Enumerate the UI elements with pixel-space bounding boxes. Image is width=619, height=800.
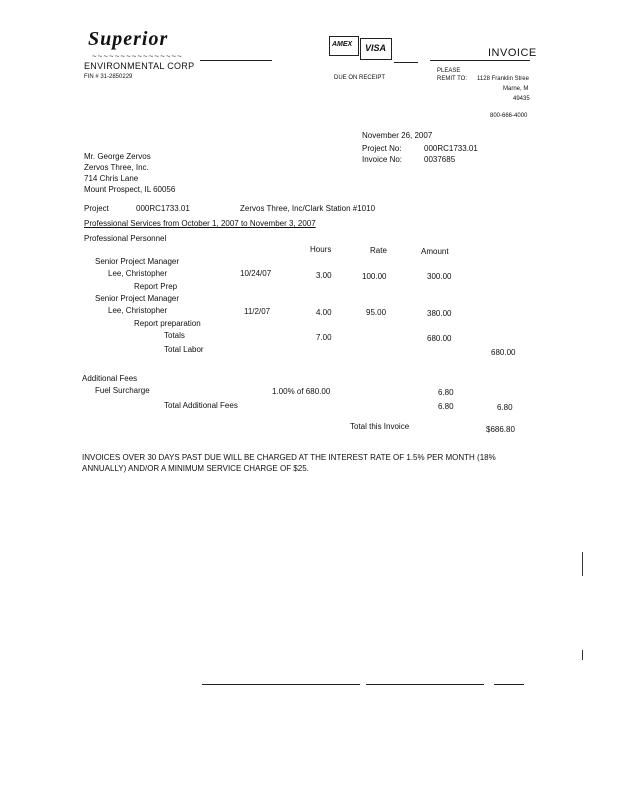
entry-2-rate: 95.00 <box>366 308 387 317</box>
invoice-date: November 26, 2007 <box>362 131 433 140</box>
total-labor-label: Total Labor <box>164 345 204 354</box>
entry-1-title: Senior Project Manager <box>95 257 180 266</box>
remit-address-street: 1128 Franklin Stree <box>477 76 529 82</box>
remit-address-zip: 49435 <box>513 96 530 102</box>
remit-address-city: Marne, M <box>503 86 529 92</box>
late-payment-notice: INVOICES OVER 30 DAYS PAST DUE WILL BE CHARGED AT THE INTEREST RATE OF 1.5% PER MONTH (18% ANNUALLY) AND/OR A MINIMUM SERVICE CHARGE OF $25. <box>82 453 496 473</box>
totals-hours: 7.00 <box>316 333 332 342</box>
invoice-title: INVOICE <box>488 47 537 59</box>
totals-amount: 680.00 <box>427 334 452 343</box>
entry-2-hours: 4.00 <box>316 308 332 317</box>
entry-1-hours: 3.00 <box>316 271 332 280</box>
invoice-no-value: 0037685 <box>424 155 456 164</box>
invoice-total-label: Total this Invoice <box>350 422 410 431</box>
remit-phone: 800-666-4000 <box>490 113 528 119</box>
col-amount-header: Amount <box>421 247 449 256</box>
header-rule-left <box>200 60 272 61</box>
company-logo: Superior <box>88 28 169 50</box>
bill-to-city: Mount Prospect, IL 60056 <box>84 185 176 194</box>
total-fees-value: 6.80 <box>497 403 513 412</box>
scan-mark-2 <box>582 650 583 660</box>
total-fees-amount: 6.80 <box>438 402 454 411</box>
entry-2-title: Senior Project Manager <box>95 294 180 303</box>
bill-to-company: Zervos Three, Inc. <box>84 163 149 172</box>
header-rule-mid <box>394 62 418 63</box>
personnel-heading: Professional Personnel <box>84 234 167 243</box>
header-rule-right <box>430 60 530 61</box>
signature-line-1 <box>202 684 360 685</box>
project-no-value: 000RC1733.01 <box>424 144 478 153</box>
signature-line-2 <box>366 684 484 685</box>
fuel-surcharge-label: Fuel Surcharge <box>95 386 150 395</box>
invoice-total-value: $686.80 <box>486 425 515 434</box>
project-no-label: Project No: <box>362 144 402 153</box>
services-heading: Professional Services from October 1, 2007 to November 3, 2007 <box>84 219 316 228</box>
invoice-no-label: Invoice No: <box>362 155 403 164</box>
fees-heading: Additional Fees <box>82 374 138 383</box>
entry-2-date: 11/2/07 <box>244 307 271 316</box>
company-subtitle: ENVIRONMENTAL CORP <box>84 61 195 71</box>
project-name: Zervos Three, Inc/Clark Station #1010 <box>240 204 376 213</box>
fein-number: FIN # 31-2850229 <box>84 74 133 80</box>
col-rate-header: Rate <box>370 246 387 255</box>
amex-card-icon: AMEX <box>329 36 359 56</box>
entry-1-rate: 100.00 <box>362 272 387 281</box>
entry-1-task: Report Prep <box>134 282 178 291</box>
signature-line-3 <box>494 684 524 685</box>
bill-to-name: Mr. George Zervos <box>84 152 151 161</box>
project-number: 000RC1733.01 <box>136 204 190 213</box>
entry-2-name: Lee, Christopher <box>108 306 168 315</box>
entry-1-amount: 300.00 <box>427 272 452 281</box>
entry-2-amount: 380.00 <box>427 309 452 318</box>
total-fees-label: Total Additional Fees <box>164 401 238 410</box>
scan-mark-1 <box>582 552 583 576</box>
fuel-surcharge-calc: 1.00% of 680.00 <box>272 387 331 396</box>
please-label: PLEASE <box>437 68 461 74</box>
entry-2-task: Report preparation <box>134 319 201 328</box>
due-on-receipt: DUE ON RECEIPT <box>334 75 386 81</box>
project-label: Project <box>84 204 109 213</box>
entry-1-date: 10/24/07 <box>240 269 272 278</box>
fuel-surcharge-amount: 6.80 <box>438 388 454 397</box>
total-labor-value: 680.00 <box>491 348 516 357</box>
totals-label: Totals <box>164 331 185 340</box>
col-hours-header: Hours <box>310 245 332 254</box>
bill-to-street: 714 Chris Lane <box>84 174 139 183</box>
entry-1-name: Lee, Christopher <box>108 269 168 278</box>
logo-wave: ~~~~~~~~~~~~~~~~ <box>92 52 183 61</box>
remit-to-label: REMIT TO: <box>437 76 468 82</box>
visa-card-icon: VISA <box>360 38 392 60</box>
